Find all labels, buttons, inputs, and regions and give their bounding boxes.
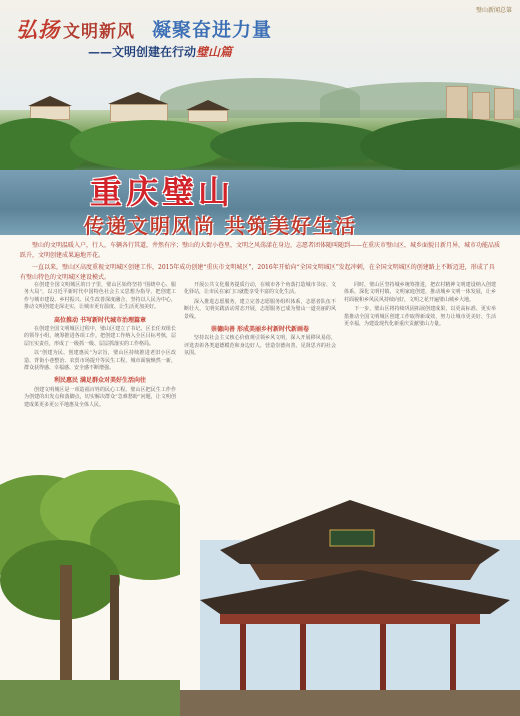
temple-roof [28,96,72,106]
section-heading: 高位推动 书写新时代城市治理篇章 [53,316,147,324]
title-left-text: 弘扬 [16,17,60,42]
body-paragraph: 以“创建为民、创建惠民”为宗旨，璧山区持续推进老旧小区改造、背街小巷整治、农贸市场提升等民生工程，城市面貌焕然一新，群众获得感、幸福感、安全感不断增强。 [24,350,176,372]
tree [70,120,230,170]
column-2 [184,282,336,360]
title-middle-text: 文明新风 [63,22,135,42]
title-left [16,14,135,44]
title-right: 凝聚奋进力量 [152,19,273,41]
lead-paragraphs [20,241,500,285]
column-1 [24,282,176,411]
temple-roof [108,92,168,104]
body-paragraph: 在创建全国文明城区过程中，璧山区建立了书记、区长任双组长的领导小组，统筹推进各项工作。把创建工作纳入全区目标考核，层层压实责任，形成了一级抓一级、层层抓落实的工作格局。 [24,326,176,347]
body-paragraph: 开展公共文化服务提质行动，在城市各个角落打造城市书房、文化驿站，让市民在家门口就能享受丰富的文化生活。 [184,282,336,296]
headline: 重庆璧山 [90,173,235,211]
tree [360,118,520,174]
body-paragraph: 同时，璧山区坚持城乡统筹推进，把农村精神文明建设纳入创建体系，深化文明村镇、文明家庭创建，推动城乡文明一体发展，让乡村面貌和乡风民风持续向好，文明之花开遍璧山城乡大地。 [344,282,496,303]
body-paragraph: 下一步，璧山区将持续巩固拓展创建成果，以更高标准、更实举措推动全国文明城区创建工作取得新成效，努力让城市更美好、生活更幸福，为建设现代化新重庆贡献璧山力量。 [344,306,496,328]
column-3 [344,282,496,330]
pavilion-photo [180,480,520,716]
section-heading: 利民惠民 满足群众对美好生活向往 [53,377,147,385]
subheadline: 传递文明风尚 共筑美好生活 [84,214,357,238]
body-paragraph: 深入推进志愿服务，建立完善志愿服务组织体系，志愿者队伍不断壮大，文明实践活动常态开展，志愿服务已成为璧山一道亮丽的风景线。 [184,298,336,320]
body-paragraph: 创建文明城区是一项造福百姓的民心工程。璧山区把民生工作作为创建的出发点和落脚点，切实解决群众“急难愁盼”问题，让文明创建成果更多更公平地惠及全体人民。 [24,386,176,408]
temple-hall [188,110,228,122]
subtitle-prefix: ——文明创建在行动 [88,45,197,59]
lead-paragraph: 一直以来，璧山区高度重视文明城区创建工作，2015年成功创建“重庆市文明城区”，2016年开始向“全国文明城区”发起冲刺，在全国文明城区的创建路上不断迈进，形成了具有璧山特色的文明城区建设模式。 [20,264,495,281]
body-paragraph: 在创建全国文明城区的日子里，璧山区始终坚持“围绕中心、服务大局”，以习近平新时代中国特色社会主义思想为指导，把创建工作与城市建设、乡村振兴、民生改善深度融合，坚持以人民为中心，推动文明创建走深走实，让城市更有温度、让生活更加美好。 [24,282,176,311]
city-building [472,92,490,120]
temple-roof [186,100,230,110]
city-building [446,86,468,120]
lead-paragraph: 璧山的文明温暖入户，行人，车辆各行其道，井然有序；璧山的大街小巷里，文明之风荡漾在身边，志愿者团体随叫随到——在重庆市璧山区，城乡面貌日新月异，城市功能品质跃升，文明创建成果遍地开花。 [20,242,501,259]
mountain [320,82,520,118]
section-heading: 崇德向善 形成美丽乡村新时代新画卷 [210,326,310,334]
subtitle-accent: 璧山篇 [196,45,233,59]
body-paragraph: 坚持以社会主义核心价值观引领乡风文明，深入开展移风易俗，评选表彰各类道德模范和身边好人，营造崇德向善、见贤思齐的社会氛围。 [184,335,336,357]
title-subtitle [88,43,232,60]
page-tag: 璧山新闻总第 [475,7,512,14]
city-building [494,88,514,120]
tree-photo [0,470,200,716]
